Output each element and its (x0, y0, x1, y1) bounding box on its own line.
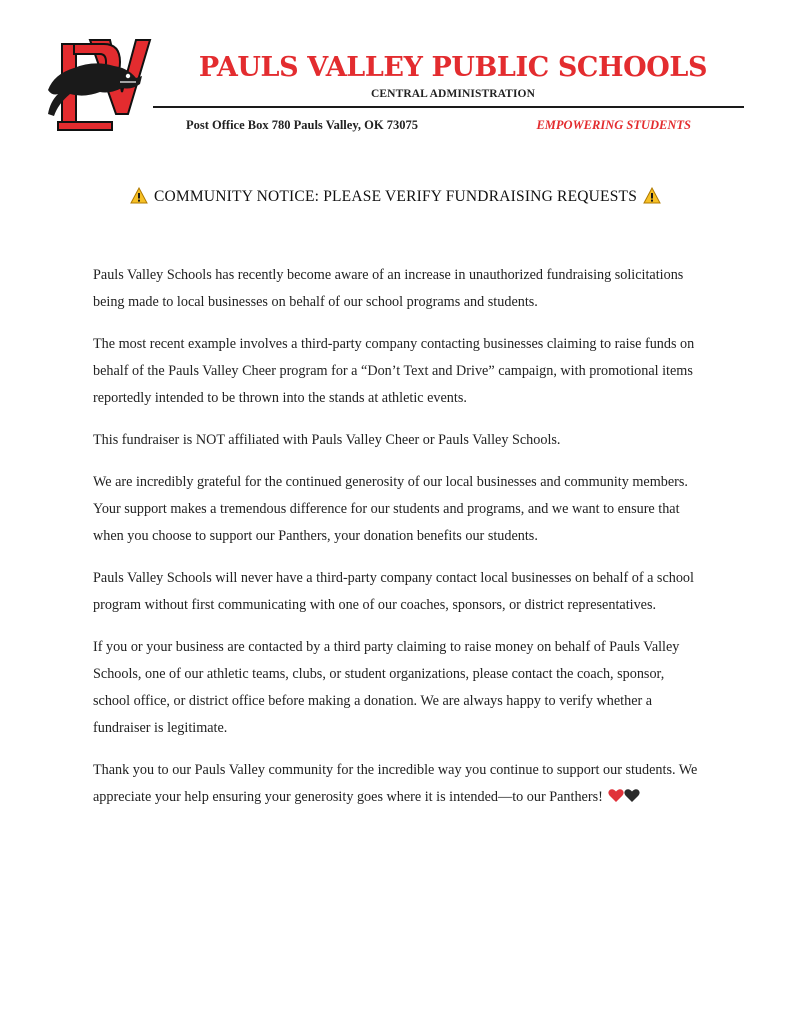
paragraph: This fundraiser is NOT affiliated with Pauls Valley Cheer or Pauls Valley Schools. (93, 432, 561, 448)
school-name: PAULS VALLEY PUBLIC SCHOOLS (198, 52, 708, 83)
paragraph: Pauls Valley Schools will never have a third-party company contact local businesses on behalf of a school program without first communicating with one of our coaches, sponsors, or district representatives. (93, 570, 694, 613)
closing-text: Thank you to our Pauls Valley community for the incredible way you continue to support our students. We appreciate your help ensuring your generosity goes where it is intended—to our Panthers! (93, 762, 698, 805)
black-heart-icon (624, 788, 640, 803)
pv-panther-logo-icon (44, 38, 152, 134)
warning-icon (130, 187, 148, 204)
department-name: CENTRAL ADMINISTRATION (371, 88, 535, 100)
notice-title-text: COMMUNITY NOTICE: PLEASE VERIFY FUNDRAISING REQUESTS (153, 188, 638, 205)
mailing-address: Post Office Box 780 Pauls Valley, OK 73075 (186, 118, 418, 132)
red-heart-icon (608, 788, 624, 803)
closing-paragraph (93, 757, 699, 811)
paragraph: Pauls Valley Schools has recently become aware of an increase in unauthorized fundraising solicitations being made to local businesses on behalf of our school programs and students. (93, 267, 684, 310)
paragraph: We are incredibly grateful for the continued generosity of our local businesses and community members. Your support makes a tremendous difference for our students and programs, and we want to ensure that when you choose to support our Panthers, your donation benefits our students. (93, 474, 688, 544)
paragraph: The most recent example involves a third-party company contacting businesses claiming to raise funds on behalf of the Pauls Valley Cheer program for a “Don’t Text and Drive” campaign, with promotional items reportedly intended to be thrown into the stands at athletic events. (93, 336, 695, 406)
notice-heading (0, 186, 791, 208)
header-divider (153, 106, 744, 108)
paragraph: If you or your business are contacted by a third party claiming to raise money on behalf of Pauls Valley Schools, one of our athletic teams, clubs, or student organizations, please contact the coach, sponsor, school office, or district office before making a donation. We are always happy to verify whether a fundraiser is legitimate. (93, 639, 680, 736)
notice-body (93, 262, 699, 826)
school-motto: EMPOWERING STUDENTS (536, 118, 691, 132)
warning-icon (643, 187, 661, 204)
